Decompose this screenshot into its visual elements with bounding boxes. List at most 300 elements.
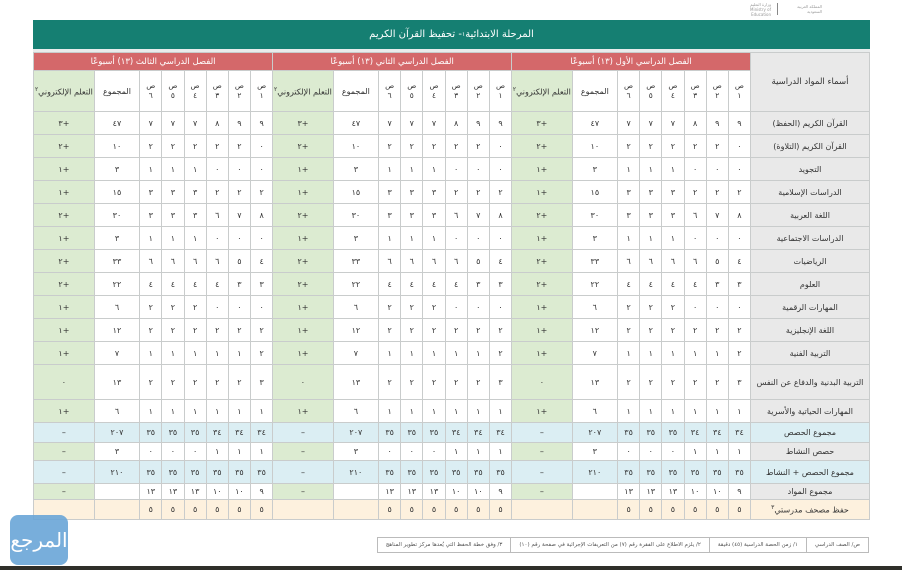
- elearning-cell: +١: [273, 400, 334, 423]
- term-header-3: الفصل الدراسي الثالث (١٣) أسبوعًا: [34, 53, 273, 71]
- total-cell: ٣: [333, 227, 378, 250]
- grade-number: ٦: [387, 91, 392, 100]
- subject-label: مجموع الحصص: [783, 428, 837, 437]
- period-count-cell: ٦: [618, 250, 640, 273]
- period-count-cell: ١: [401, 400, 423, 423]
- period-count-cell: ٥: [662, 500, 684, 520]
- subject-label: المهارات الحياتية والأسرية: [767, 406, 854, 416]
- elearning-header: [512, 71, 573, 112]
- elearning-cell: +١: [34, 296, 95, 319]
- grade-header: [251, 71, 273, 112]
- period-count-cell: ١: [640, 227, 662, 250]
- period-count-cell: ٨: [206, 112, 228, 135]
- subject-label: حفظ مصحف مدرستي: [774, 505, 849, 515]
- period-count-cell: ٠: [618, 443, 640, 461]
- subject-name: [751, 227, 870, 250]
- period-count-cell: ٢: [379, 135, 401, 158]
- elearning-cell: +٢: [34, 135, 95, 158]
- period-count-cell: ٦: [445, 250, 467, 273]
- elearning-cell: +٣: [512, 112, 573, 135]
- period-count-cell: ٣: [401, 204, 423, 227]
- period-count-cell: ٠: [662, 443, 684, 461]
- grade-header: [184, 71, 206, 112]
- period-count-cell: ٣: [618, 204, 640, 227]
- period-count-cell: ٠: [489, 296, 511, 319]
- period-count-cell: ٢: [251, 181, 273, 204]
- period-count-cell: ٢: [489, 342, 511, 365]
- grade-header: [467, 71, 489, 112]
- period-count-cell: ٥: [423, 500, 445, 520]
- elearning-cell: +٢: [512, 204, 573, 227]
- total-cell: ٣٠: [94, 204, 139, 227]
- total-cell: ٣٠: [333, 204, 378, 227]
- total-cell: ٢٢: [572, 273, 617, 296]
- period-count-cell: ٢: [706, 181, 728, 204]
- period-count-cell: ٣٤: [684, 423, 706, 443]
- period-count-cell: ١: [662, 227, 684, 250]
- grade-label: ص: [257, 81, 267, 90]
- period-count-cell: ٣٥: [162, 461, 184, 484]
- period-count-cell: ٢: [140, 365, 162, 400]
- period-count-cell: ١: [640, 342, 662, 365]
- period-count-cell: ٢: [162, 135, 184, 158]
- period-count-cell: ٣: [379, 181, 401, 204]
- subject-label: اللغة العربية: [790, 210, 830, 220]
- total-cell: [333, 500, 378, 520]
- total-cell: ١٥: [572, 181, 617, 204]
- table-row: [34, 319, 870, 342]
- period-count-cell: ١: [401, 158, 423, 181]
- period-count-cell: ١: [618, 158, 640, 181]
- period-count-cell: ٥: [467, 250, 489, 273]
- period-count-cell: ٣: [662, 181, 684, 204]
- total-cell: ٦: [333, 400, 378, 423]
- period-count-cell: ١: [467, 342, 489, 365]
- elearning-cell: [512, 500, 573, 520]
- period-count-cell: ١: [379, 342, 401, 365]
- period-count-cell: ٦: [684, 204, 706, 227]
- elearning-cell: –: [273, 443, 334, 461]
- period-count-cell: ٤: [423, 273, 445, 296]
- period-count-cell: ٧: [228, 204, 250, 227]
- period-count-cell: ٧: [401, 112, 423, 135]
- period-count-cell: ٦: [140, 250, 162, 273]
- period-count-cell: ٧: [184, 112, 206, 135]
- period-count-cell: ١: [184, 400, 206, 423]
- period-count-cell: ٤: [489, 250, 511, 273]
- grade-header: [162, 71, 184, 112]
- grade-number: ٣: [693, 91, 698, 100]
- elearning-header: [273, 71, 334, 112]
- total-cell: [572, 500, 617, 520]
- period-count-cell: ١: [684, 443, 706, 461]
- period-count-cell: ١: [206, 400, 228, 423]
- subject-name: [751, 400, 870, 423]
- total-header: المجموع: [333, 71, 378, 112]
- period-count-cell: ٢: [184, 135, 206, 158]
- table-row: [34, 296, 870, 319]
- period-count-cell: ٣٥: [706, 461, 728, 484]
- elearning-cell: +٢: [273, 204, 334, 227]
- grade-number: ٥: [409, 91, 414, 100]
- total-cell: ١٠: [572, 135, 617, 158]
- period-count-cell: ١: [662, 342, 684, 365]
- period-count-cell: ٢: [251, 342, 273, 365]
- period-count-cell: ١: [662, 400, 684, 423]
- period-count-cell: ٢: [489, 319, 511, 342]
- grade-number: ١: [259, 91, 264, 100]
- period-count-cell: ٢: [662, 135, 684, 158]
- footnote-1: ١/ زمن الحصة الدراسية (٤٥) دقيقة: [709, 538, 806, 552]
- period-count-cell: ١: [206, 443, 228, 461]
- grade-number: ٦: [626, 91, 631, 100]
- period-count-cell: ١: [140, 400, 162, 423]
- subject-footnote-marker: ٣: [771, 504, 775, 512]
- period-count-cell: ٩: [467, 112, 489, 135]
- total-cell: [94, 500, 139, 520]
- period-count-cell: ٠: [489, 227, 511, 250]
- total-cell: ٣: [333, 158, 378, 181]
- grade-number: ٢: [476, 91, 481, 100]
- period-count-cell: ١: [184, 158, 206, 181]
- elearning-cell: +١: [512, 342, 573, 365]
- period-count-cell: ٣: [640, 204, 662, 227]
- subject-label: التجويد: [798, 164, 822, 174]
- total-cell: ٦: [94, 296, 139, 319]
- period-count-cell: ٠: [251, 158, 273, 181]
- period-count-cell: ١٣: [662, 484, 684, 500]
- period-count-cell: ٣٤: [445, 423, 467, 443]
- subject-label: مجموع الحصص + النشاط: [766, 467, 854, 477]
- grade-label: ص: [668, 81, 678, 90]
- period-count-cell: ٨: [445, 112, 467, 135]
- grade-number: ٥: [170, 91, 175, 100]
- period-count-cell: ٠: [140, 443, 162, 461]
- elearning-cell: ٠: [512, 365, 573, 400]
- grade-label: ص: [190, 81, 200, 90]
- subject-column-header: أسماء المواد الدراسية: [751, 53, 870, 112]
- period-count-cell: ٣٥: [184, 461, 206, 484]
- period-count-cell: ٣٥: [184, 423, 206, 443]
- period-count-cell: ٢: [618, 319, 640, 342]
- period-count-cell: ٢: [140, 319, 162, 342]
- grade-number: ٣: [454, 91, 459, 100]
- table-row: [34, 181, 870, 204]
- period-count-cell: ٤: [662, 273, 684, 296]
- elearning-cell: +١: [273, 181, 334, 204]
- period-count-cell: ١٠: [467, 484, 489, 500]
- period-count-cell: ٣: [251, 273, 273, 296]
- elearning-cell: +١: [512, 319, 573, 342]
- period-count-cell: ١: [162, 400, 184, 423]
- elearning-cell: +١: [512, 400, 573, 423]
- period-count-cell: ١٣: [162, 484, 184, 500]
- grade-number: ٤: [193, 91, 198, 100]
- term-header-2: الفصل الدراسي الثاني (١٣) أسبوعًا: [273, 53, 512, 71]
- subject-name: [751, 135, 870, 158]
- elearning-cell: +٢: [34, 204, 95, 227]
- period-count-cell: ٦: [640, 250, 662, 273]
- total-cell: ٣٣: [94, 250, 139, 273]
- period-count-cell: ٣٥: [467, 461, 489, 484]
- period-count-cell: ٣: [140, 181, 162, 204]
- period-count-cell: ٣: [423, 181, 445, 204]
- period-count-cell: ٩: [228, 112, 250, 135]
- period-count-cell: ٨: [489, 204, 511, 227]
- elearning-cell: +١: [34, 400, 95, 423]
- period-count-cell: ٢: [706, 365, 728, 400]
- period-count-cell: ٣٥: [445, 461, 467, 484]
- period-count-cell: ٥: [379, 500, 401, 520]
- period-count-cell: ٣: [251, 365, 273, 400]
- period-count-cell: ٣: [489, 365, 511, 400]
- period-count-cell: ١: [706, 400, 728, 423]
- period-count-cell: ١: [423, 400, 445, 423]
- period-count-cell: ٢: [640, 365, 662, 400]
- elearning-cell: +١: [273, 296, 334, 319]
- elearning-cell: –: [34, 484, 95, 500]
- elearning-cell: +١: [34, 342, 95, 365]
- total-cell: ١٣: [333, 365, 378, 400]
- elearning-cell: +٢: [34, 250, 95, 273]
- elearning-cell: –: [273, 423, 334, 443]
- grade-label: ص: [451, 81, 461, 90]
- grade-header: [401, 71, 423, 112]
- period-count-cell: ٦: [423, 250, 445, 273]
- subject-label: الرياضيات: [793, 256, 827, 266]
- grade-number: ٥: [648, 91, 653, 100]
- total-cell: ٧: [94, 342, 139, 365]
- total-cell: ٤٧: [572, 112, 617, 135]
- elearning-cell: +٣: [34, 112, 95, 135]
- period-count-cell: ٧: [140, 112, 162, 135]
- period-count-cell: ٥: [684, 500, 706, 520]
- table-row: [34, 400, 870, 423]
- total-cell: ٢٠٧: [333, 423, 378, 443]
- grade-label: ص: [646, 81, 656, 90]
- period-count-cell: ٤: [140, 273, 162, 296]
- grade-label: ص: [624, 81, 634, 90]
- elearning-cell: +١: [273, 319, 334, 342]
- period-count-cell: ٢: [206, 181, 228, 204]
- total-cell: ٧: [572, 342, 617, 365]
- elearning-cell: +١: [273, 342, 334, 365]
- period-count-cell: ٦: [379, 250, 401, 273]
- subject-name: [751, 500, 870, 520]
- period-count-cell: ٣٥: [379, 423, 401, 443]
- period-count-cell: ٠: [251, 135, 273, 158]
- subject-label: مجموع المواد: [787, 487, 833, 496]
- elearning-footnote-marker: ٢: [34, 86, 39, 94]
- elearning-cell: [273, 500, 334, 520]
- period-count-cell: ٢: [662, 296, 684, 319]
- elearning-cell: –: [34, 443, 95, 461]
- grade-header: [423, 71, 445, 112]
- period-count-cell: ١: [379, 158, 401, 181]
- period-count-cell: ٤: [379, 273, 401, 296]
- elearning-cell: +١: [512, 227, 573, 250]
- total-cell: ٤٧: [94, 112, 139, 135]
- period-count-cell: ١٣: [379, 484, 401, 500]
- logo-divider: [777, 3, 778, 15]
- period-count-cell: ١: [162, 158, 184, 181]
- period-count-cell: ٦: [662, 250, 684, 273]
- period-count-cell: ٢: [140, 296, 162, 319]
- period-count-cell: ٢: [206, 319, 228, 342]
- period-count-cell: ٣٥: [379, 461, 401, 484]
- total-cell: ٦: [572, 296, 617, 319]
- grade-header: [228, 71, 250, 112]
- period-count-cell: ٣٥: [618, 461, 640, 484]
- period-count-cell: ١: [618, 400, 640, 423]
- period-count-cell: ٥: [706, 250, 728, 273]
- subject-name: [751, 204, 870, 227]
- period-count-cell: ٢: [423, 135, 445, 158]
- period-count-cell: ٩: [251, 484, 273, 500]
- period-count-cell: ٣٥: [662, 423, 684, 443]
- period-count-cell: ٣٥: [140, 461, 162, 484]
- period-count-cell: ١٣: [184, 484, 206, 500]
- period-count-cell: ١: [684, 400, 706, 423]
- table-row: [34, 135, 870, 158]
- grade-header: [662, 71, 684, 112]
- table-row: [34, 227, 870, 250]
- period-count-cell: ١٣: [640, 484, 662, 500]
- total-cell: ٢٠٧: [572, 423, 617, 443]
- period-count-cell: ٢: [467, 135, 489, 158]
- period-count-cell: ٩: [489, 484, 511, 500]
- period-count-cell: ١: [489, 443, 511, 461]
- subject-label: العلوم: [799, 279, 821, 289]
- period-count-cell: ٦: [684, 250, 706, 273]
- grade-number: ٢: [237, 91, 242, 100]
- period-count-cell: ٤: [401, 273, 423, 296]
- elearning-cell: –: [512, 461, 573, 484]
- period-count-cell: ٢: [684, 181, 706, 204]
- total-cell: ١٢: [333, 319, 378, 342]
- grade-number: ٤: [670, 91, 675, 100]
- elearning-cell: +٢: [273, 273, 334, 296]
- period-count-cell: ٥: [228, 250, 250, 273]
- period-count-cell: ٠: [684, 227, 706, 250]
- period-count-cell: ١: [228, 342, 250, 365]
- elearning-cell: –: [512, 423, 573, 443]
- period-count-cell: ٢: [467, 181, 489, 204]
- grade-header: [445, 71, 467, 112]
- period-count-cell: ٣٥: [140, 423, 162, 443]
- elearning-label: التعلم الإلكتروني: [38, 87, 93, 97]
- period-count-cell: ٢: [228, 135, 250, 158]
- period-count-cell: ٠: [445, 158, 467, 181]
- period-count-cell: ٠: [228, 158, 250, 181]
- elearning-cell: +١: [34, 319, 95, 342]
- elearning-cell: –: [34, 423, 95, 443]
- period-count-cell: ١: [184, 342, 206, 365]
- grade-label: ص: [234, 81, 244, 90]
- period-count-cell: ٠: [728, 227, 750, 250]
- grade-number: ٤: [431, 91, 436, 100]
- period-count-cell: ٤: [728, 250, 750, 273]
- table-row: [34, 250, 870, 273]
- period-count-cell: ٠: [467, 296, 489, 319]
- subject-label: المهارات الرقمية: [782, 302, 838, 312]
- period-count-cell: ٣٥: [728, 461, 750, 484]
- period-count-cell: ٣: [184, 181, 206, 204]
- period-count-cell: ٣: [618, 181, 640, 204]
- elearning-cell: –: [273, 461, 334, 484]
- table-row: [34, 342, 870, 365]
- period-count-cell: ١: [140, 227, 162, 250]
- period-count-cell: ٠: [251, 227, 273, 250]
- grade-header: [206, 71, 228, 112]
- period-count-cell: ١: [706, 342, 728, 365]
- period-count-cell: ٣٤: [467, 423, 489, 443]
- period-count-cell: ٥: [489, 500, 511, 520]
- total-cell: ٢٠٧: [94, 423, 139, 443]
- period-count-cell: ٣: [728, 273, 750, 296]
- period-count-cell: ١: [684, 342, 706, 365]
- period-count-cell: ١: [662, 158, 684, 181]
- elearning-cell: –: [34, 461, 95, 484]
- period-count-cell: ٨: [251, 204, 273, 227]
- period-count-cell: ١: [140, 158, 162, 181]
- period-count-cell: ١: [728, 443, 750, 461]
- period-count-cell: ٣: [401, 181, 423, 204]
- elearning-cell: +٣: [273, 112, 334, 135]
- period-count-cell: ٢: [184, 319, 206, 342]
- total-cell: ٣: [572, 227, 617, 250]
- total-cell: ٣: [333, 443, 378, 461]
- period-count-cell: ١: [467, 400, 489, 423]
- period-count-cell: ٢: [162, 319, 184, 342]
- period-count-cell: ٢: [445, 135, 467, 158]
- subject-name: [751, 484, 870, 500]
- period-count-cell: ١: [618, 342, 640, 365]
- period-count-cell: ٢: [445, 319, 467, 342]
- subject-label: القرآن الكريم (الحفظ): [772, 118, 848, 128]
- grade-header: [140, 71, 162, 112]
- total-cell: ٢٢: [94, 273, 139, 296]
- table-row: [34, 461, 870, 484]
- elearning-cell: +١: [34, 181, 95, 204]
- period-count-cell: ١٠: [445, 484, 467, 500]
- grade-header: [684, 71, 706, 112]
- elearning-cell: +١: [273, 227, 334, 250]
- period-count-cell: ٠: [206, 158, 228, 181]
- period-count-cell: ٢: [618, 296, 640, 319]
- elearning-cell: +١: [512, 158, 573, 181]
- subject-name: [751, 296, 870, 319]
- period-count-cell: ٢: [206, 135, 228, 158]
- period-count-cell: ٢: [662, 365, 684, 400]
- total-cell: ١٥: [333, 181, 378, 204]
- period-count-cell: ٤: [618, 273, 640, 296]
- period-count-cell: ٠: [728, 296, 750, 319]
- period-count-cell: ٢: [379, 296, 401, 319]
- period-count-cell: ٣٥: [489, 461, 511, 484]
- period-count-cell: ٣٤: [489, 423, 511, 443]
- footnote-2: ٢/ يلزم الاطلاع على الفقرة رقم (٧) من التعريفات الإجرائية في صفحة رقم (١٠): [510, 538, 708, 552]
- elearning-header: [34, 71, 95, 112]
- elearning-cell: +١: [34, 158, 95, 181]
- period-count-cell: ١: [251, 443, 273, 461]
- period-count-cell: ٣٥: [640, 461, 662, 484]
- period-count-cell: ٢: [162, 296, 184, 319]
- period-count-cell: ١: [401, 342, 423, 365]
- period-count-cell: ١: [379, 400, 401, 423]
- period-count-cell: ٣٥: [423, 423, 445, 443]
- period-count-cell: ١: [140, 342, 162, 365]
